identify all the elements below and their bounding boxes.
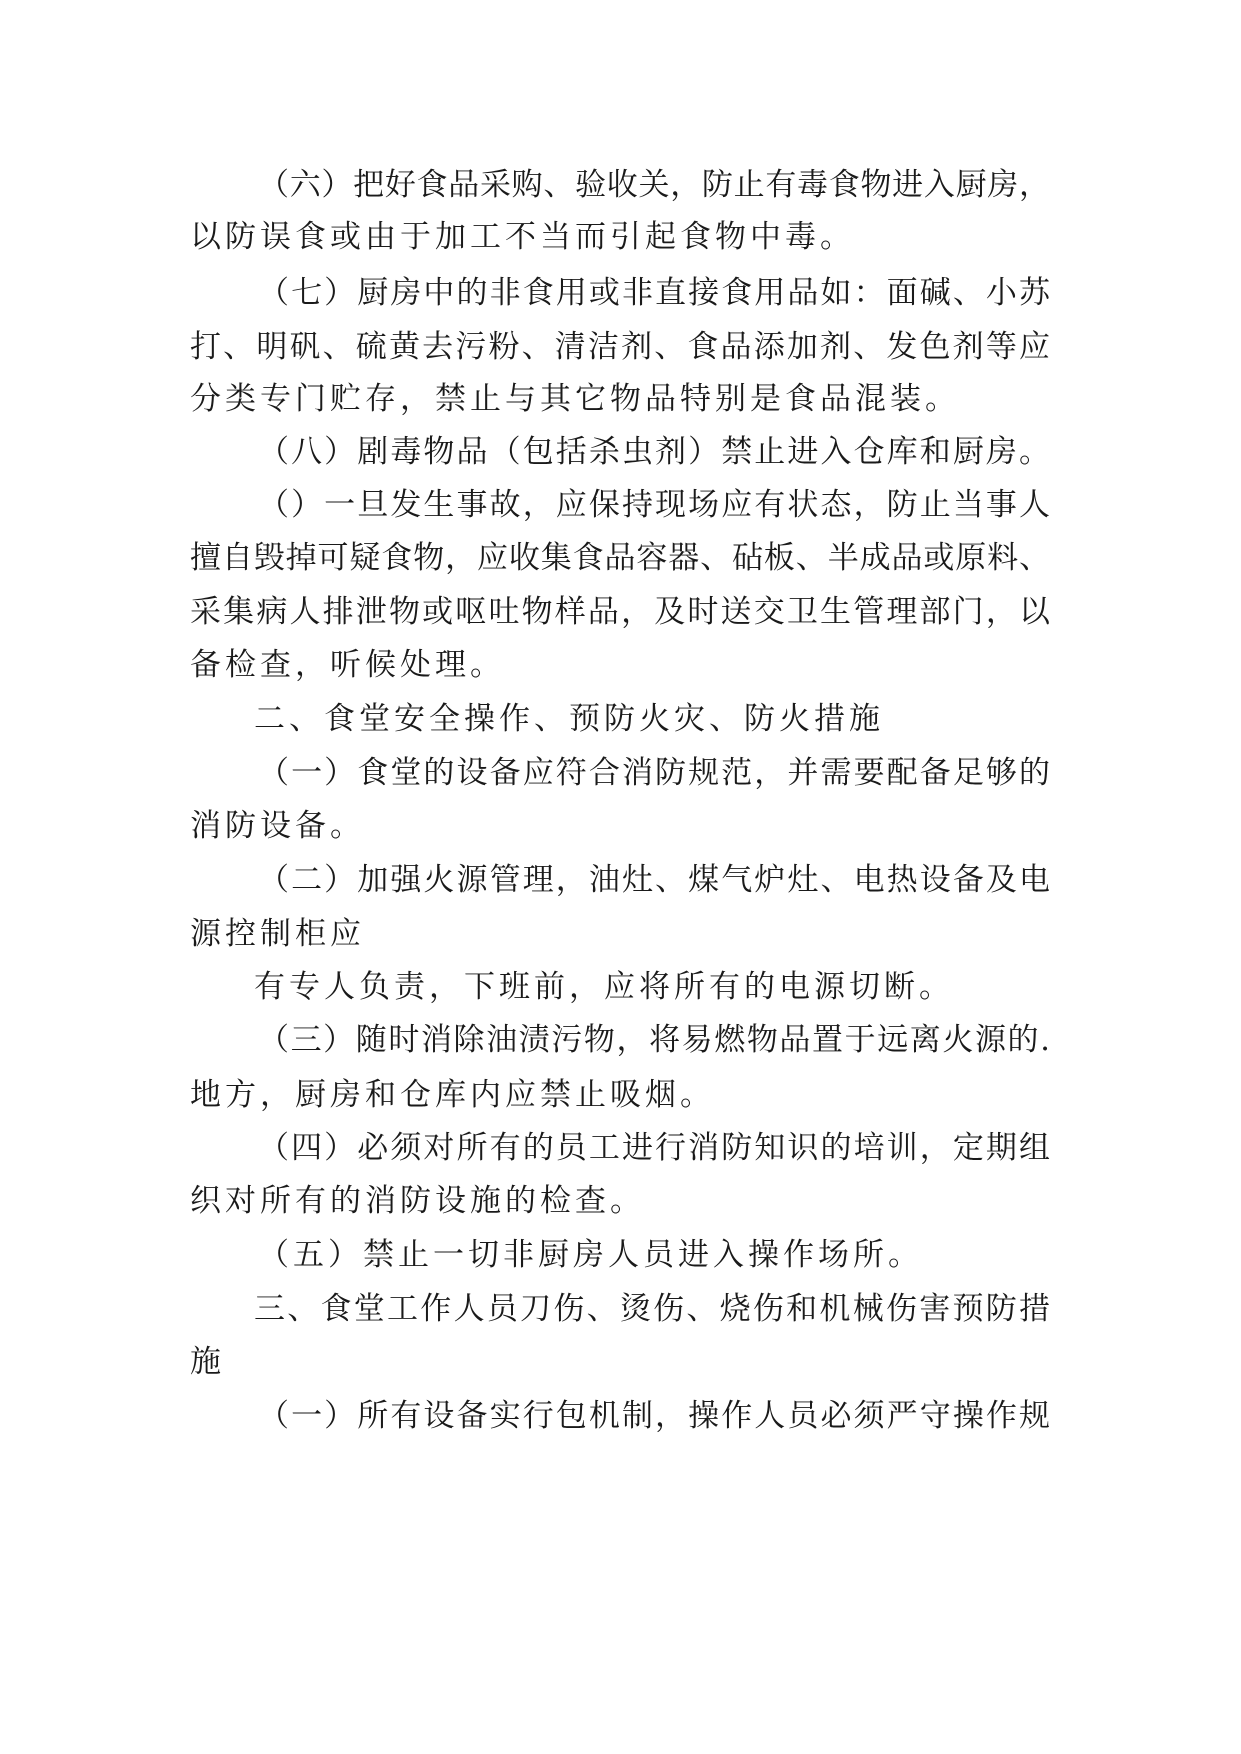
text-line: 消防设备。 [190,808,365,844]
text-line: 擅自毁掉可疑食物，应收集食品容器、砧板、半成品或原料、 [190,540,1050,576]
section-heading-continued: 施 [190,1344,225,1380]
text-line: （二）加强火源管理，油灶、煤气炉灶、电热设备及电 [258,862,1050,898]
section-heading: 三、食堂工作人员刀伤、烫伤、烧伤和机械伤害预防措 [254,1291,1050,1327]
text-line: 源控制柜应 [190,916,365,952]
text-line: （一）食堂的设备应符合消防规范，并需要配备足够的 [258,755,1050,791]
text-line: 织对所有的消防设施的检查。 [190,1183,645,1219]
text-line: （五）禁止一切非厨房人员进入操作场所。 [258,1237,923,1273]
text-line: （）一旦发生事故，应保持现场应有状态，防止当事人 [258,487,1050,523]
text-line: 采集病人排泄物或呕吐物样品，及时送交卫生管理部门，以 [190,594,1050,630]
text-line: （六）把好食品采购、验收关，防止有毒食物进入厨房， [258,167,1050,203]
text-line: （八）剧毒物品（包括杀虫剂）禁止进入仓库和厨房。 [258,434,1050,470]
section-heading: 二、食堂安全操作、预防火灾、防火措施 [254,701,884,737]
text-line: 地方，厨房和仓库内应禁止吸烟。 [190,1077,715,1113]
text-line: 以防误食或由于加工不当而引起食物中毒。 [190,219,855,255]
text-line: 分类专门贮存，禁止与其它物品特别是食品混装。 [190,381,960,417]
text-line: （三）随时消除油渍污物，将易燃物品置于远离火源的. [258,1022,1050,1058]
text-line: （一）所有设备实行包机制，操作人员必须严守操作规 [258,1398,1050,1434]
text-line: （七）厨房中的非食用或非直接食用品如：面碱、小苏 [258,275,1050,311]
text-line: 备检查，听候处理。 [190,647,505,683]
text-line: 打、明矾、硫黄去污粉、清洁剂、食品添加剂、发色剂等应 [190,329,1050,365]
text-line: （四）必须对所有的员工进行消防知识的培训，定期组 [258,1130,1050,1166]
text-line: 有专人负责，下班前，应将所有的电源切断。 [254,969,954,1005]
